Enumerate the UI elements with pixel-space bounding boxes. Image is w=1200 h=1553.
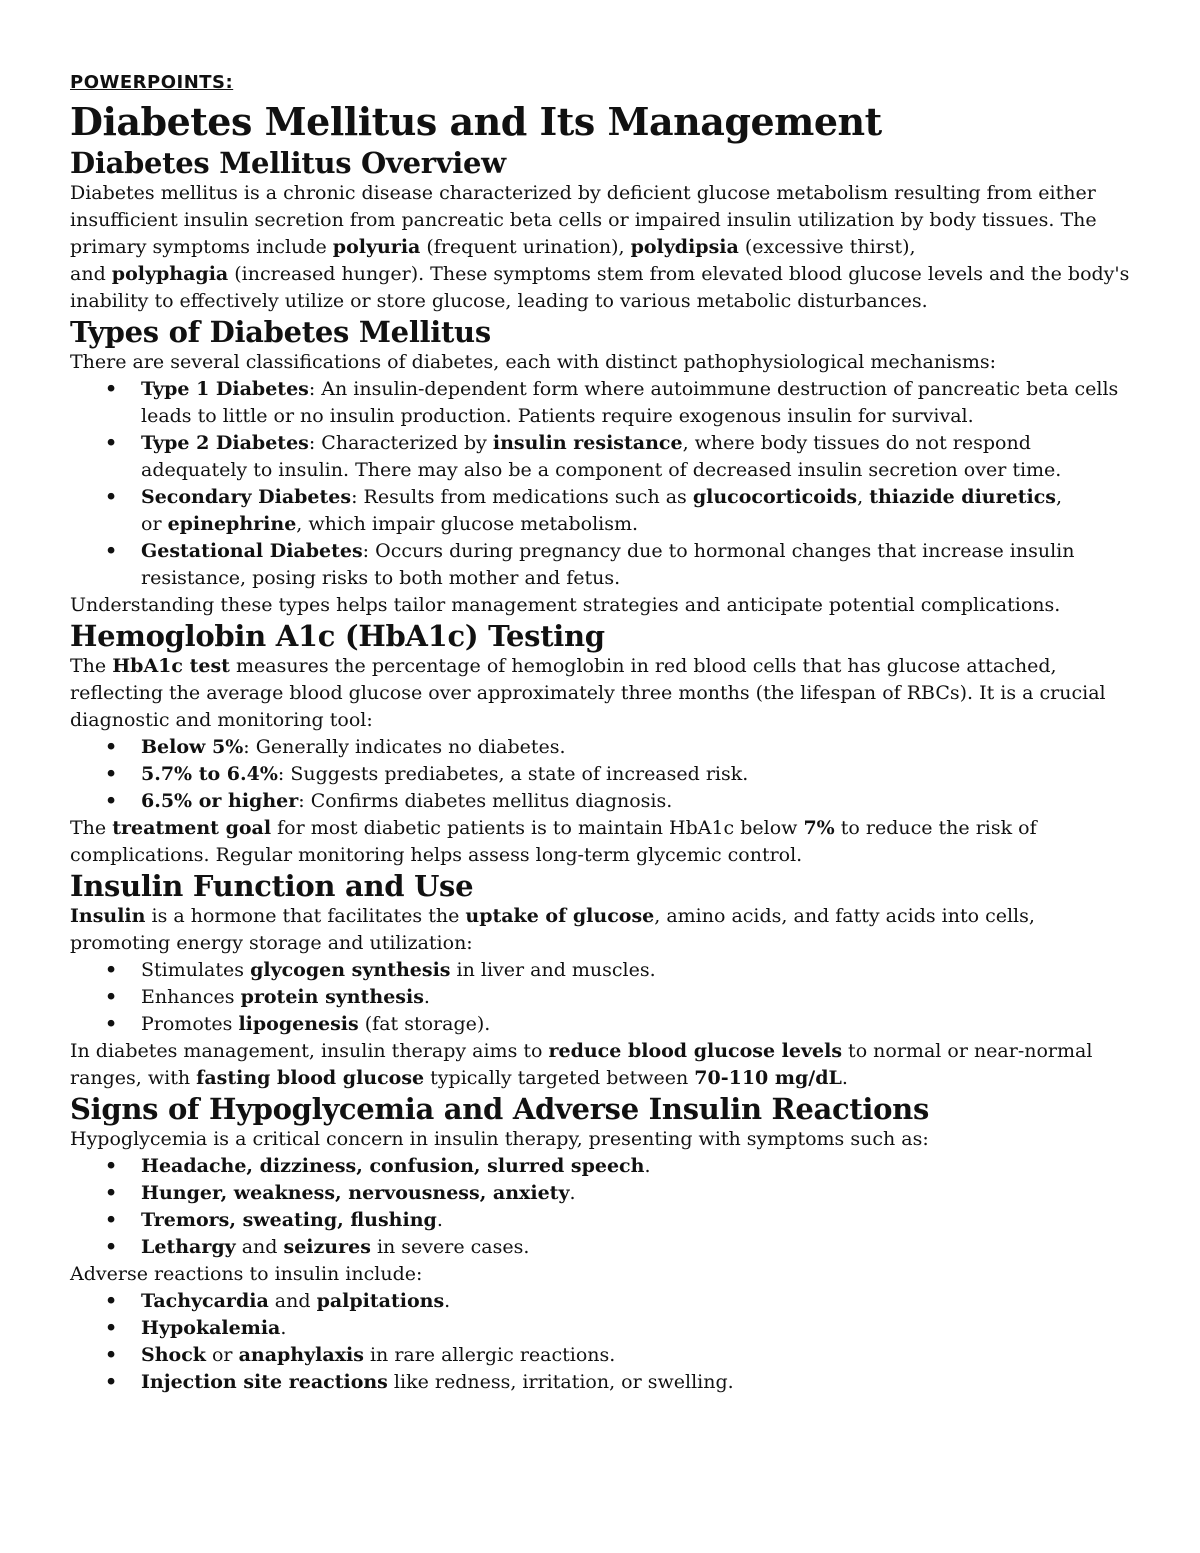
list-item: • Stimulates glycogen synthesis in liver and muscles. — [70, 957, 1140, 984]
insulin-heading: Insulin Function and Use — [70, 869, 474, 903]
hypoglycemia-intro: Hypoglycemia is a critical concern in insulin therapy, presenting with symptoms such as: — [70, 1128, 929, 1150]
list-item: • Shock or anaphylaxis in rare allergic reactions. — [70, 1342, 1140, 1369]
types-list — [70, 376, 1140, 592]
insulin-paragraph: Insulin is a hormone that facilitates the uptake of glucose, amino acids, and fatty acids into cells, promoting energy storage and utilization: — [70, 905, 1035, 954]
list-item: • Type 1 Diabetes: An insulin-dependent form where autoimmune destruction of pancreatic beta cells leads to little or no insulin production. Patients require exogenous insulin for survival. — [70, 376, 1140, 430]
list-item: • Lethargy and seizures in severe cases. — [70, 1234, 1140, 1261]
hypoglycemia-list — [70, 1153, 1140, 1261]
list-item: • Headache, dizziness, confusion, slurred speech. — [70, 1153, 1140, 1180]
document-page — [70, 72, 1140, 1396]
hba1c-goal: The treatment goal for most diabetic patients is to maintain HbA1c below 7% to reduce the risk of complications. Regular monitoring helps assess long-term glycemic control. — [70, 817, 1037, 866]
list-item: • Secondary Diabetes: Results from medications such as glucocorticoids, thiazide diuretics, or epinephrine, which impair glucose metabolism. — [70, 484, 1140, 538]
list-item: • Injection site reactions like redness, irritation, or swelling. — [70, 1369, 1140, 1396]
overview-paragraph: Diabetes mellitus is a chronic disease characterized by deficient glucose metabolism resulting from either insufficient insulin secretion from pancreatic beta cells or impaired insulin utilization by body tissues. The primary symptoms include polyuria (frequent urination), polydipsia (excessive thirst), and polyphagia (increased hunger). These symptoms stem from elevated blood glucose levels and the body's inability to effectively utilize or store glucose, leading to various metabolic disturbances. — [70, 182, 1130, 312]
list-item: • 6.5% or higher: Confirms diabetes mellitus diagnosis. — [70, 788, 1140, 815]
list-item: • Below 5%: Generally indicates no diabetes. — [70, 734, 1140, 761]
list-item: • Hunger, weakness, nervousness, anxiety. — [70, 1180, 1140, 1207]
adverse-list — [70, 1288, 1140, 1396]
list-item: • Hypokalemia. — [70, 1315, 1140, 1342]
types-heading: Types of Diabetes Mellitus — [70, 315, 491, 349]
hypoglycemia-heading: Signs of Hypoglycemia and Adverse Insulin Reactions — [70, 1092, 929, 1126]
document-title: Diabetes Mellitus and Its Management — [70, 99, 882, 144]
hba1c-heading: Hemoglobin A1c (HbA1c) Testing — [70, 619, 605, 653]
powerpoints-label: POWERPOINTS: — [70, 72, 234, 93]
list-item: • Tremors, sweating, flushing. — [70, 1207, 1140, 1234]
list-item: • Enhances protein synthesis. — [70, 984, 1140, 1011]
hba1c-list — [70, 734, 1140, 815]
adverse-intro: Adverse reactions to insulin include: — [70, 1263, 423, 1285]
overview-heading: Diabetes Mellitus Overview — [70, 146, 506, 180]
list-item: • Tachycardia and palpitations. — [70, 1288, 1140, 1315]
list-item: • 5.7% to 6.4%: Suggests prediabetes, a state of increased risk. — [70, 761, 1140, 788]
list-item: • Promotes lipogenesis (fat storage). — [70, 1011, 1140, 1038]
insulin-management: In diabetes management, insulin therapy aims to reduce blood glucose levels to normal or near-normal ranges, with fasting blood glucose typically targeted between 70-110 mg/dL. — [70, 1040, 1093, 1089]
insulin-list — [70, 957, 1140, 1038]
list-item: • Type 2 Diabetes: Characterized by insulin resistance, where body tissues do not respond adequately to insulin. There may also be a component of decreased insulin secretion over time. — [70, 430, 1140, 484]
types-outro: Understanding these types helps tailor management strategies and anticipate potential complications. — [70, 594, 1061, 616]
list-item: • Gestational Diabetes: Occurs during pregnancy due to hormonal changes that increase insulin resistance, posing risks to both mother and fetus. — [70, 538, 1140, 592]
hba1c-paragraph: The HbA1c test measures the percentage of hemoglobin in red blood cells that has glucose attached, reflecting the average blood glucose over approximately three months (the lifespan of RBCs). It is a crucial diagnostic and monitoring tool: — [70, 655, 1106, 731]
types-intro: There are several classifications of diabetes, each with distinct pathophysiological mechanisms: — [70, 351, 997, 373]
